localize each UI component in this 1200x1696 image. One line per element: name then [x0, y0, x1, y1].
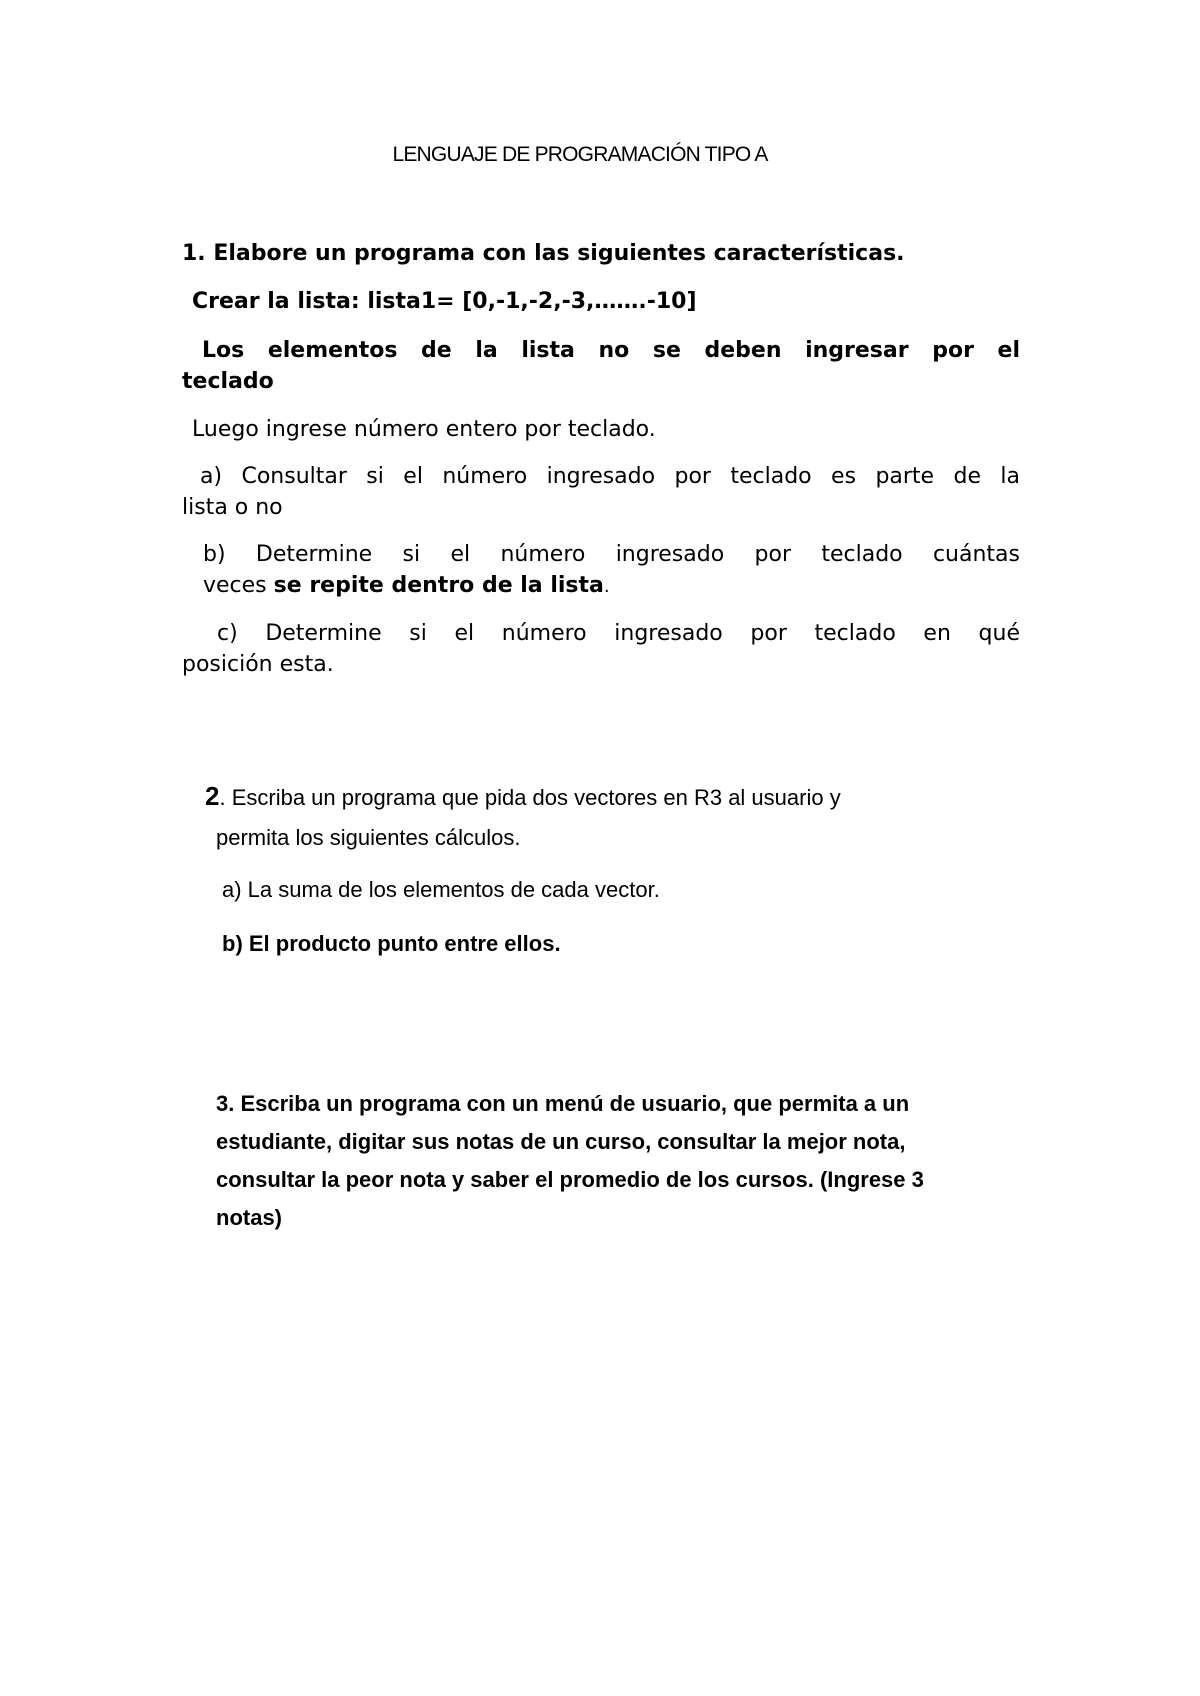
q3-line-3: consultar la peor nota y saber el promedio de los cursos. (Ingrese 3 [216, 1167, 924, 1192]
q1-part-b-line-2-end: . [603, 576, 610, 597]
q1-input-line: Luego ingrese número entero por teclado. [192, 417, 656, 442]
q3-line-2: estudiante, digitar sus notas de un curso, consultar la mejor nota, [216, 1129, 906, 1154]
q1-part-a-line-1: a) Consultar si el número ingresado por teclado es parte de la [200, 464, 1020, 489]
q2-line-2: permita los siguientes cálculos. [216, 825, 521, 850]
q2-line-1-text: . Escriba un programa que pida dos vectores en R3 al usuario y [219, 785, 841, 810]
q2-part-a: a) La suma de los elementos de cada vector. [222, 877, 660, 902]
q1-heading: 1. Elabore un programa con las siguientes características. [182, 241, 905, 266]
q1-note-line-2: teclado [182, 369, 274, 394]
q1-note-line-1: Los elementos de la lista no se deben ingresar por el [202, 338, 1020, 363]
q2-number: 2 [205, 781, 220, 811]
q3-line-4: notas) [216, 1205, 282, 1230]
q3-line-1: 3. Escriba un programa con un menú de usuario, que permita a un [216, 1091, 910, 1116]
q1-part-c-line-1: c) Determine si el número ingresado por teclado en qué [217, 621, 1020, 646]
q1-part-b-line-2-bold: se repite dentro de la lista [273, 573, 604, 598]
q1-list-line: Crear la lista: lista1= [0,-1,-2,-3,…….-10] [192, 289, 697, 314]
q1-part-b-line-2-normal: veces [203, 573, 274, 598]
page-title: LENGUAJE DE PROGRAMACIÓN TIPO A [392, 143, 768, 166]
q2-part-b: b) El producto punto entre ellos. [222, 931, 561, 956]
q1-part-b-line-1: b) Determine si el número ingresado por teclado cuántas [203, 542, 1020, 567]
q2-line-1 [205, 778, 841, 816]
q1-part-b-line-2 [203, 570, 610, 602]
q1-part-c-line-2: posición esta. [182, 652, 334, 677]
q1-part-a-line-2: lista o no [182, 495, 283, 520]
